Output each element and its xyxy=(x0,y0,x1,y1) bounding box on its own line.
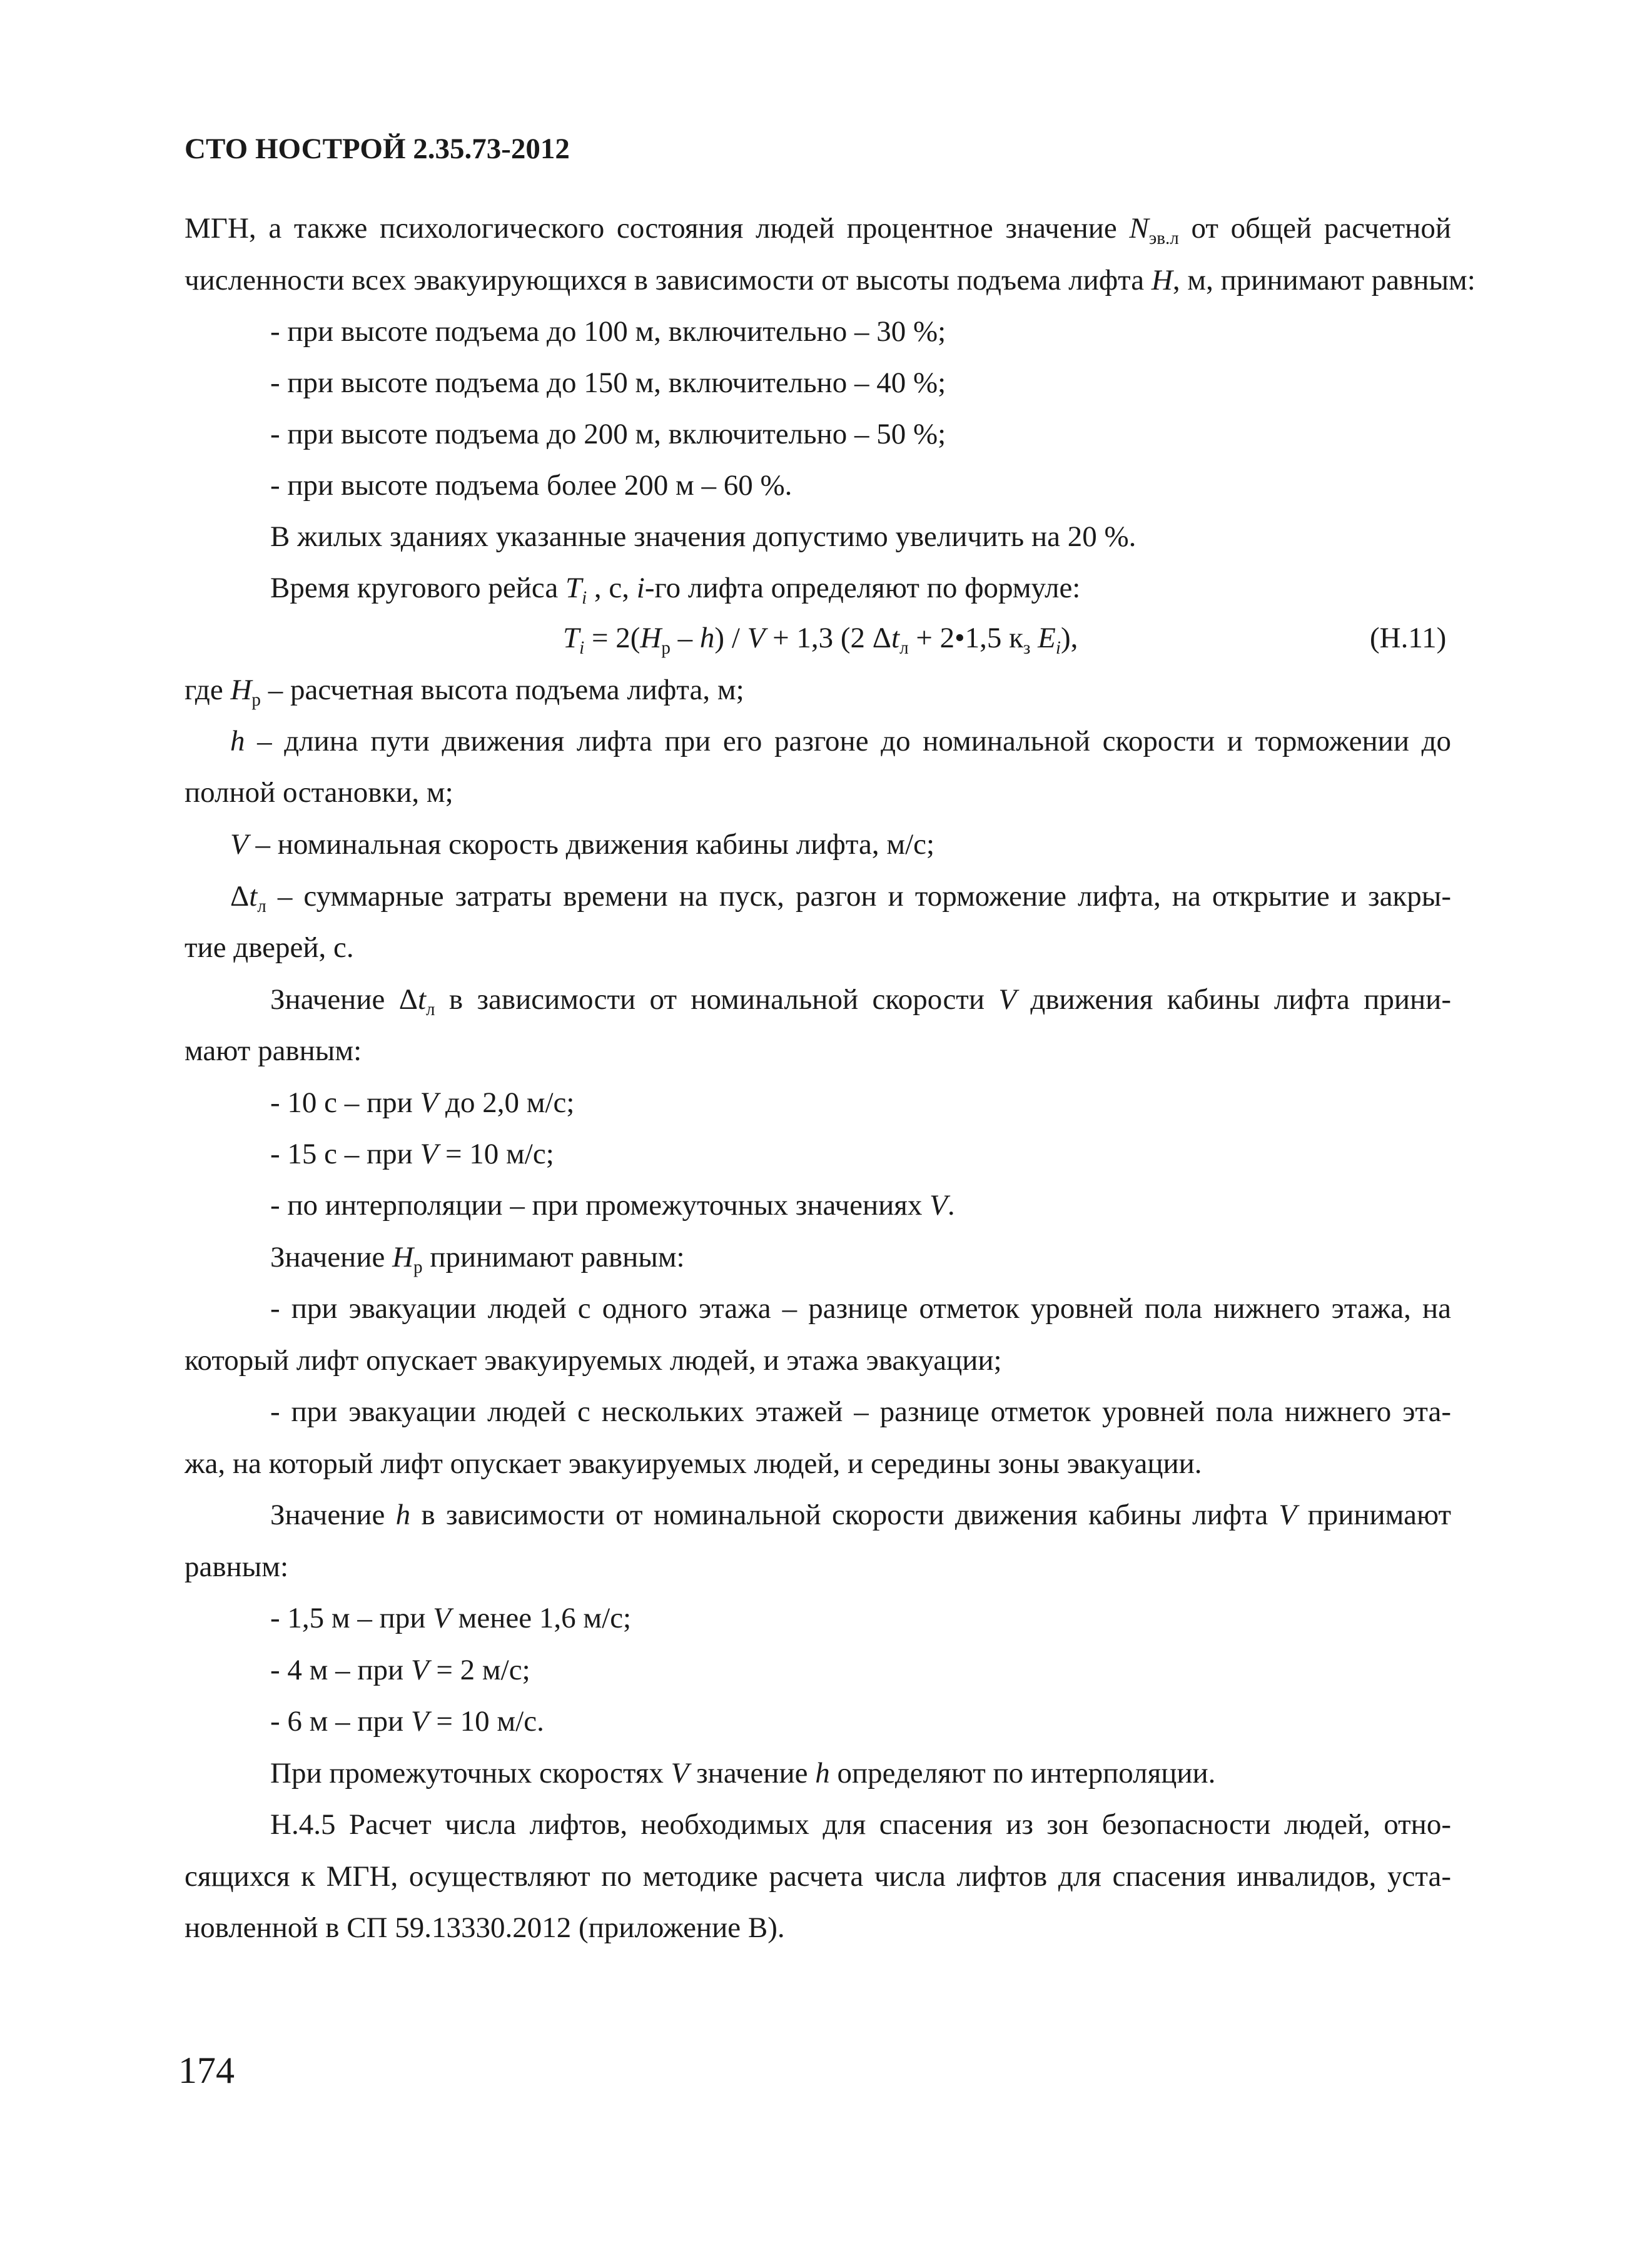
list-item: - при высоте подъема до 150 м, включительно – 40 %; xyxy=(270,367,946,399)
variable-h: H xyxy=(230,674,252,706)
paragraph-line xyxy=(270,1754,1451,1792)
list-item xyxy=(270,1651,1451,1689)
page-number: 174 xyxy=(178,2050,235,2091)
paragraph-line: новленной в СП 59.13330.2012 (приложение В). xyxy=(185,1911,785,1944)
paragraph-line xyxy=(270,569,1451,607)
paragraph-line: полной остановки, м; xyxy=(185,776,453,809)
document-header: СТО НОСТРОЙ 2.35.73-2012 xyxy=(185,133,570,165)
text: принимают равным: xyxy=(422,1241,685,1273)
subscript: л xyxy=(426,1000,435,1020)
text: в зависимости от номинальной скорости движения кабины лифта xyxy=(410,1499,1279,1531)
variable-v: V xyxy=(998,983,1017,1016)
text: МГН, а также психологического состояния людей процентное значение xyxy=(185,212,1130,245)
formula-part: = 2( xyxy=(584,622,640,654)
text: - 15 с – при xyxy=(270,1138,420,1170)
text: до 2,0 м/с; xyxy=(438,1086,575,1119)
paragraph-line xyxy=(185,210,1451,247)
text: численности всех эвакуирующихся в зависимости от высоты подъема лифта xyxy=(185,264,1152,296)
text: – суммарные затраты времени на пуск, разгон и торможение лифта, на открытие и закры- xyxy=(266,880,1451,913)
formula-part: h xyxy=(699,622,715,654)
paragraph-line: равным: xyxy=(185,1551,289,1583)
text: - 10 с – при xyxy=(270,1086,420,1119)
text: - по интерполяции – при промежуточных значениях xyxy=(270,1189,930,1222)
text: Значение xyxy=(270,1241,393,1273)
text: = 10 м/с. xyxy=(428,1705,544,1738)
variable-n: N xyxy=(1129,212,1149,245)
variable-h: H xyxy=(392,1241,414,1273)
formula-part: р xyxy=(661,638,671,659)
formula-part: i xyxy=(579,638,585,659)
text: . xyxy=(947,1189,955,1222)
paragraph-line: мают равным: xyxy=(185,1035,362,1067)
formula-part: t xyxy=(891,622,900,654)
variable-v: V xyxy=(1278,1499,1297,1531)
formula-part: V xyxy=(747,622,766,654)
paragraph-line: В жилых зданиях указанные значения допустимо увеличить на 20 %. xyxy=(270,520,1136,553)
formula-number: (Н.11) xyxy=(1370,622,1447,654)
text: определяют по интерполяции. xyxy=(829,1757,1216,1790)
subscript: эв.л xyxy=(1148,228,1179,249)
text: Значение xyxy=(270,1499,396,1531)
list-item: - при эвакуации людей с одного этажа – разнице отметок уровней пола нижнего этажа, на xyxy=(270,1292,1451,1325)
subscript: р xyxy=(251,690,261,711)
list-item xyxy=(270,1135,1451,1173)
text: – номинальная скорость движения кабины лифта, м/с; xyxy=(248,828,935,861)
variable-v: V xyxy=(671,1757,689,1790)
subscript: i xyxy=(582,588,587,609)
variable-h: h xyxy=(230,725,245,757)
variable-h: h xyxy=(395,1499,411,1531)
formula-part: – xyxy=(670,622,700,654)
text: от общей расчетной xyxy=(1178,212,1451,245)
paragraph-line xyxy=(270,1496,1451,1534)
formula xyxy=(563,619,1078,657)
formula-part: H xyxy=(640,622,662,654)
list-item: - при высоте подъема более 200 м – 60 %. xyxy=(270,469,792,502)
variable-v: V xyxy=(929,1189,948,1222)
text: При промежуточных скоростях xyxy=(270,1757,671,1790)
variable-v: V xyxy=(230,828,248,861)
text: где xyxy=(185,674,231,706)
formula-part: л xyxy=(899,638,909,659)
variable-t: t xyxy=(249,880,258,913)
paragraph-line xyxy=(230,826,1451,863)
formula-part: T xyxy=(563,622,580,654)
paragraph-line xyxy=(185,671,1451,709)
formula-part: + 1,3 (2 Δ xyxy=(765,622,891,654)
text: Время кругового рейса xyxy=(270,572,565,604)
formula-part: з xyxy=(1023,638,1031,659)
paragraph-line xyxy=(185,261,1476,299)
text: = 2 м/с; xyxy=(428,1654,530,1686)
paragraph-line xyxy=(230,722,1451,760)
text: -го лифта определяют по формуле: xyxy=(644,572,1081,604)
list-item xyxy=(270,1187,1451,1224)
text: менее 1,6 м/с; xyxy=(450,1602,632,1634)
text: - 6 м – при xyxy=(270,1705,411,1738)
text: принимают xyxy=(1297,1499,1451,1531)
text: движения кабины лифта прини- xyxy=(1016,983,1451,1016)
list-item: - при высоте подъема до 200 м, включительно – 50 %; xyxy=(270,418,946,450)
formula-part: ) / xyxy=(714,622,747,654)
text: , с, xyxy=(587,572,637,604)
subscript: р xyxy=(413,1257,423,1278)
paragraph-line xyxy=(270,1238,1451,1276)
variable-h: H xyxy=(1151,264,1173,296)
paragraph-line xyxy=(230,878,1451,915)
text: значение xyxy=(689,1757,816,1790)
paragraph-line: сящихся к МГН, осуществляют по методике расчета числа лифтов для спасения инвалидов, уста- xyxy=(185,1860,1451,1893)
text: Δ xyxy=(230,880,250,913)
formula-part: E xyxy=(1038,622,1056,654)
paragraph-line: жа, на который лифт опускает эвакуируемых людей, и середины зоны эвакуации. xyxy=(185,1447,1202,1480)
formula-part xyxy=(1030,622,1038,654)
list-item xyxy=(270,1703,1451,1740)
list-item: - при высоте подъема до 100 м, включительно – 30 %; xyxy=(270,315,946,348)
paragraph-line xyxy=(270,981,1451,1018)
text: – длина пути движения лифта при его разгоне до номинальной скорости и торможении до xyxy=(245,725,1451,757)
paragraph-line: тие дверей, с. xyxy=(185,931,354,964)
subscript: л xyxy=(257,896,266,917)
variable-v: V xyxy=(410,1705,429,1738)
text: - 1,5 м – при xyxy=(270,1602,433,1634)
text: , м, принимают равным: xyxy=(1172,264,1476,296)
formula-part: i xyxy=(1055,638,1061,659)
variable-v: V xyxy=(410,1654,429,1686)
formula-part: + 2•1,5 к xyxy=(908,622,1023,654)
list-item xyxy=(270,1599,1451,1637)
variable-t: t xyxy=(417,983,426,1016)
variable-h: h xyxy=(815,1757,830,1790)
variable-v: V xyxy=(420,1086,438,1119)
list-item xyxy=(270,1084,1451,1121)
text: = 10 м/с; xyxy=(438,1138,554,1170)
paragraph-line: который лифт опускает эвакуируемых людей, и этажа эвакуации; xyxy=(185,1344,1002,1377)
text: – расчетная высота подъема лифта, м; xyxy=(260,674,744,706)
text: Значение Δ xyxy=(270,983,418,1016)
text: в зависимости от номинальной скорости xyxy=(435,983,999,1016)
variable-v: V xyxy=(420,1138,438,1170)
text: - 4 м – при xyxy=(270,1654,411,1686)
variable-t: T xyxy=(565,572,582,604)
variable-i: i xyxy=(636,572,645,604)
formula-part: ), xyxy=(1060,622,1078,654)
paragraph-line: Н.4.5 Расчет числа лифтов, необходимых для спасения из зон безопасности людей, отно- xyxy=(270,1808,1451,1841)
variable-v: V xyxy=(433,1602,451,1634)
list-item: - при эвакуации людей с нескольких этажей – разнице отметок уровней пола нижнего эта- xyxy=(270,1395,1451,1428)
